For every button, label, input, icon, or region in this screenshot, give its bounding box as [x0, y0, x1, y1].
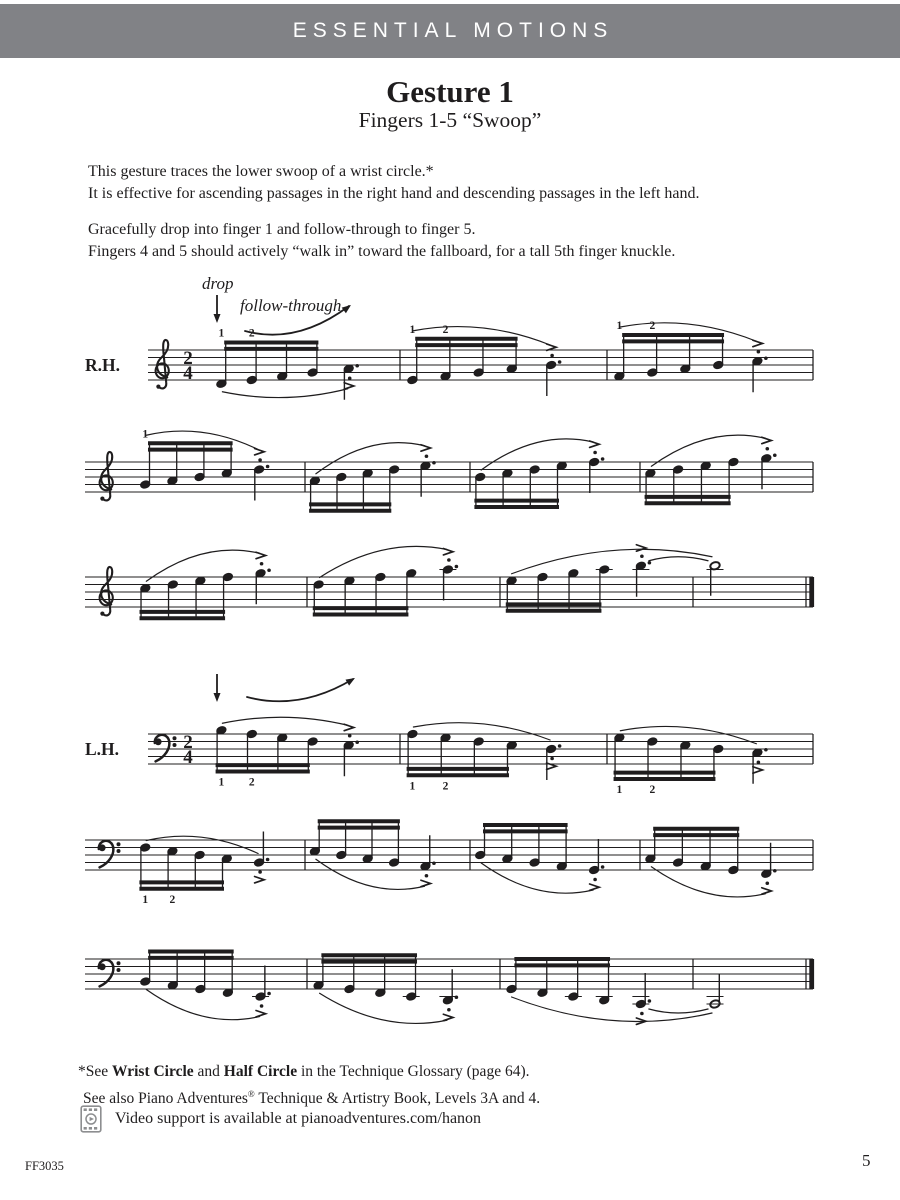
intro-line: This gesture traces the lower swoop of a wrist circle.*	[88, 163, 434, 180]
svg-text:2: 2	[442, 323, 449, 336]
page-title: Gesture 1	[386, 74, 514, 109]
follow-through-annotation: follow-through	[240, 296, 342, 315]
video-support-text: Video support is available at pianoadventures.com/hanon	[115, 1110, 482, 1127]
video-support-note	[80, 1105, 481, 1133]
svg-text:1: 1	[616, 784, 623, 796]
svg-text:1: 1	[409, 780, 416, 793]
svg-text:2: 2	[183, 347, 193, 369]
drop-annotation: drop	[202, 274, 234, 293]
svg-text:2: 2	[248, 776, 255, 789]
page-subtitle: Fingers 1-5 “Swoop”	[358, 108, 542, 132]
catalog-number: FF3035	[25, 1159, 64, 1173]
staff-system-2	[85, 428, 813, 511]
video-film-icon	[80, 1105, 102, 1133]
staff-system-6	[85, 952, 814, 1025]
intro-line: Gracefully drop into finger 1 and follow-through to finger 5.	[88, 220, 476, 238]
banner-title: ESSENTIAL MOTIONS	[292, 19, 614, 42]
footnotes	[78, 1061, 540, 1110]
svg-text:1: 1	[616, 320, 623, 332]
svg-text:2: 2	[649, 320, 656, 332]
svg-text:1: 1	[218, 327, 225, 340]
svg-text:1: 1	[409, 323, 416, 336]
svg-text:4: 4	[183, 363, 193, 385]
staff-system-5	[85, 821, 813, 906]
footnote-line-2: See also Piano Adventures® Technique & Artistry Book, Levels 3A and 4.	[83, 1089, 541, 1108]
svg-text:4: 4	[183, 747, 193, 769]
svg-text:2: 2	[248, 327, 255, 340]
staff-system-3	[85, 545, 814, 619]
svg-text:2: 2	[649, 784, 656, 796]
footnote-line-1: *See Wrist Circle and Half Circle in the Technique Glossary (page 64).	[78, 1063, 530, 1080]
svg-text:2: 2	[442, 780, 449, 793]
intro-line: It is effective for ascending passages in the right hand and descending passages in the left hand.	[88, 185, 700, 203]
staff-system-4	[148, 674, 813, 796]
page-number: 5	[862, 1151, 871, 1170]
right-hand-label: R.H.	[85, 355, 120, 375]
svg-text:2: 2	[183, 731, 193, 753]
svg-text:1: 1	[142, 893, 149, 906]
intro-line: Fingers 4 and 5 should actively “walk in” toward the fallboard, for a tall 5th finger knuckle.	[88, 243, 676, 261]
left-hand-label: L.H.	[85, 739, 120, 759]
svg-text:1: 1	[142, 428, 149, 441]
svg-text:2: 2	[169, 893, 176, 906]
svg-text:1: 1	[218, 776, 225, 789]
